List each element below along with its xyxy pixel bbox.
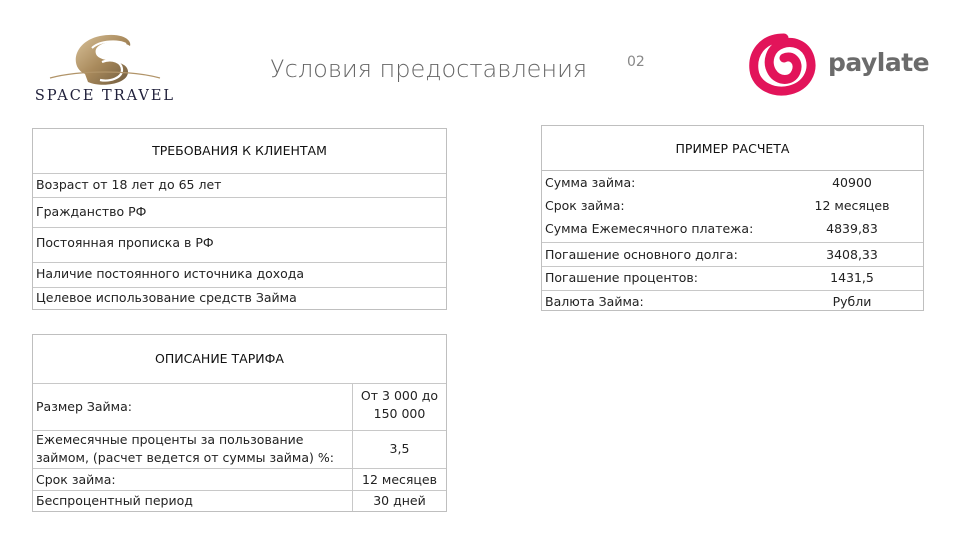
table-row <box>542 290 923 311</box>
table-row <box>33 197 446 227</box>
requirement-item: Целевое использование средств Займа <box>36 290 297 305</box>
calculation-heading: ПРИМЕР РАСЧЕТА <box>675 141 790 156</box>
tariff-label: Срок займа: <box>36 472 116 487</box>
calc-label: Погашение процентов: <box>545 270 698 285</box>
tariff-heading: ОПИСАНИЕ ТАРИФА <box>155 351 284 366</box>
tariff-value: 3,5 <box>389 441 410 456</box>
calc-label: Сумма займа: <box>545 175 636 190</box>
calc-value: 40900 <box>832 175 872 190</box>
table-row <box>33 490 446 512</box>
tariff-value: 150 000 <box>373 406 426 421</box>
tariff-value: 30 дней <box>373 493 426 508</box>
slide-number: 02 <box>627 54 645 70</box>
requirement-item: Наличие постоянного источника дохода <box>36 266 305 281</box>
requirements-heading: ТРЕБОВАНИЯ К КЛИЕНТАМ <box>152 143 327 158</box>
calc-label: Валюта Займа: <box>545 294 644 309</box>
page-title: Условия предоставления <box>270 55 588 83</box>
requirement-item: Возраст от 18 лет до 65 лет <box>36 177 222 192</box>
table-row <box>33 287 446 310</box>
calc-label: Срок займа: <box>545 198 625 213</box>
table-row <box>33 227 446 262</box>
tariff-label: Размер Займа: <box>36 399 132 414</box>
requirements-table <box>32 128 447 310</box>
table-row <box>542 266 923 290</box>
partner-name: paylate <box>828 48 930 77</box>
requirement-item: Гражданство РФ <box>36 204 147 219</box>
table-row <box>33 262 446 287</box>
tariff-label: Беспроцентный период <box>36 493 193 508</box>
table-row <box>542 194 923 218</box>
calc-value: Рубли <box>832 294 872 309</box>
calc-value: 1431,5 <box>830 270 874 285</box>
tariff-label: займом, (расчет ведется от суммы займа) %: <box>36 450 334 465</box>
paylate-logo <box>748 32 933 96</box>
table-row <box>33 468 446 490</box>
paylate-swirl-icon <box>748 32 820 96</box>
calc-value: 4839,83 <box>826 221 878 236</box>
calc-value: 3408,33 <box>826 247 878 262</box>
space-travel-logo <box>30 28 180 108</box>
table-row <box>542 218 923 242</box>
table-row <box>33 430 446 468</box>
space-travel-emblem-icon <box>30 28 180 88</box>
calc-label: Сумма Ежемесячного платежа: <box>545 221 754 236</box>
tariff-label: Ежемесячные проценты за пользование <box>36 432 304 447</box>
calculation-table <box>541 125 924 311</box>
calc-label: Погашение основного долга: <box>545 247 738 262</box>
calc-value: 12 месяцев <box>814 198 890 213</box>
tariff-value: 12 месяцев <box>362 472 437 487</box>
table-row <box>542 170 923 194</box>
tariff-value: От 3 000 до <box>360 388 439 403</box>
tariff-table <box>32 334 447 512</box>
brand-name: SPACE TRAVEL <box>34 88 176 104</box>
requirement-item: Постоянная прописка в РФ <box>36 235 214 250</box>
table-row <box>33 173 446 197</box>
table-row <box>33 383 446 430</box>
table-row <box>542 242 923 266</box>
